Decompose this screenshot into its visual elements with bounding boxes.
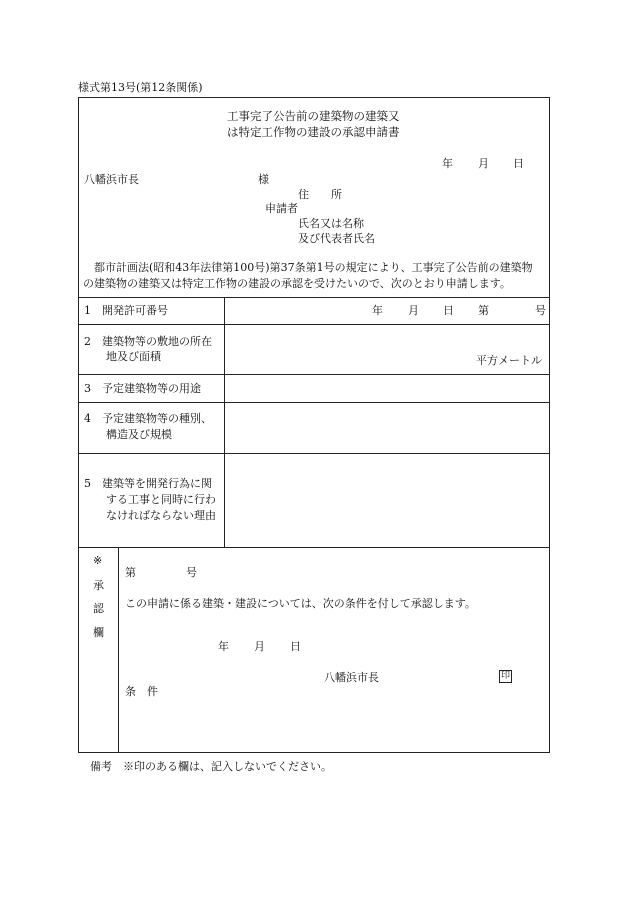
seal-mark: 印 — [500, 671, 510, 681]
approval-go: 号 — [186, 566, 197, 579]
row5-label-line-1: 5 建築等を開発行為に関 — [84, 477, 212, 490]
row5-label-line-3: なければならない理由 — [84, 509, 216, 522]
date-month[interactable]: 月 — [478, 157, 489, 170]
title-line-2: は特定工作物の建設の承認申請書 — [227, 125, 400, 139]
approval-mark: ※ — [93, 554, 103, 567]
row5-label-line-2: する工事と同時に行わ — [84, 493, 216, 506]
row1-go: 号 — [535, 304, 546, 317]
approval-year: 年 — [218, 640, 229, 653]
approval-day: 日 — [290, 640, 301, 653]
approval-text: この申請に係る建築・建設については、次の条件を付して承認します。 — [125, 597, 476, 610]
approval-conditions-label: 条 件 — [125, 685, 158, 698]
row1-day[interactable]: 日 — [443, 304, 454, 317]
addressee-honorific: 様 — [258, 173, 269, 186]
addressee-mayor: 八幡浜市長 — [84, 173, 139, 186]
approval-char-2: 認 — [93, 602, 104, 615]
approval-char-1: 承 — [93, 579, 104, 592]
approval-column-divider — [118, 547, 119, 753]
body-line-1: 都市計画法(昭和43年法律第100号)第37条第1号の規定により、工事完了公告前の建築物 — [94, 261, 533, 274]
row-divider — [78, 402, 550, 403]
row3-label: 3 予定建築物等の用途 — [84, 382, 201, 395]
row1-label: 1 開発許可番号 — [84, 304, 168, 317]
row-divider — [78, 453, 550, 454]
row1-month[interactable]: 月 — [408, 304, 419, 317]
approval-dai: 第 — [125, 566, 136, 579]
date-year[interactable]: 年 — [442, 157, 453, 170]
row4-label-line-1: 4 予定建築物等の種別、 — [84, 412, 212, 425]
approval-month: 月 — [254, 640, 265, 653]
date-day[interactable]: 日 — [513, 157, 524, 170]
row2-label-line-1: 2 建築物等の敷地の所在 — [84, 335, 212, 348]
body-line-2: の建築物の建築又は特定工作物の建設の承認を受けたいので、次のとおり申請します。 — [83, 277, 511, 290]
row4-label-line-2: 構造及び規模 — [84, 428, 172, 441]
approval-mayor: 八幡浜市長 — [324, 671, 379, 684]
row-divider — [78, 547, 550, 548]
row-divider — [78, 297, 550, 298]
applicant-address-label: 住 所 — [298, 188, 342, 201]
applicant-label: 申請者 — [265, 202, 298, 215]
applicant-name-label: 氏名又は名称 — [298, 217, 364, 230]
row2-unit: 平方メートル — [476, 354, 542, 367]
applicant-representative-label: 及び代表者氏名 — [298, 232, 375, 245]
row-divider — [78, 374, 550, 375]
column-divider — [224, 297, 225, 547]
row-divider — [78, 324, 550, 325]
row1-dai: 第 — [478, 304, 489, 317]
row1-year[interactable]: 年 — [372, 304, 383, 317]
footnote: 備考 ※印のある欄は、記入しないでください。 — [90, 760, 332, 773]
title-line-1: 工事完了公告前の建築物の建築又 — [227, 109, 400, 123]
form-number: 様式第13号(第12条関係) — [78, 81, 203, 94]
row2-label-line-2: 地及び面積 — [84, 350, 161, 363]
approval-char-3: 欄 — [93, 626, 104, 639]
